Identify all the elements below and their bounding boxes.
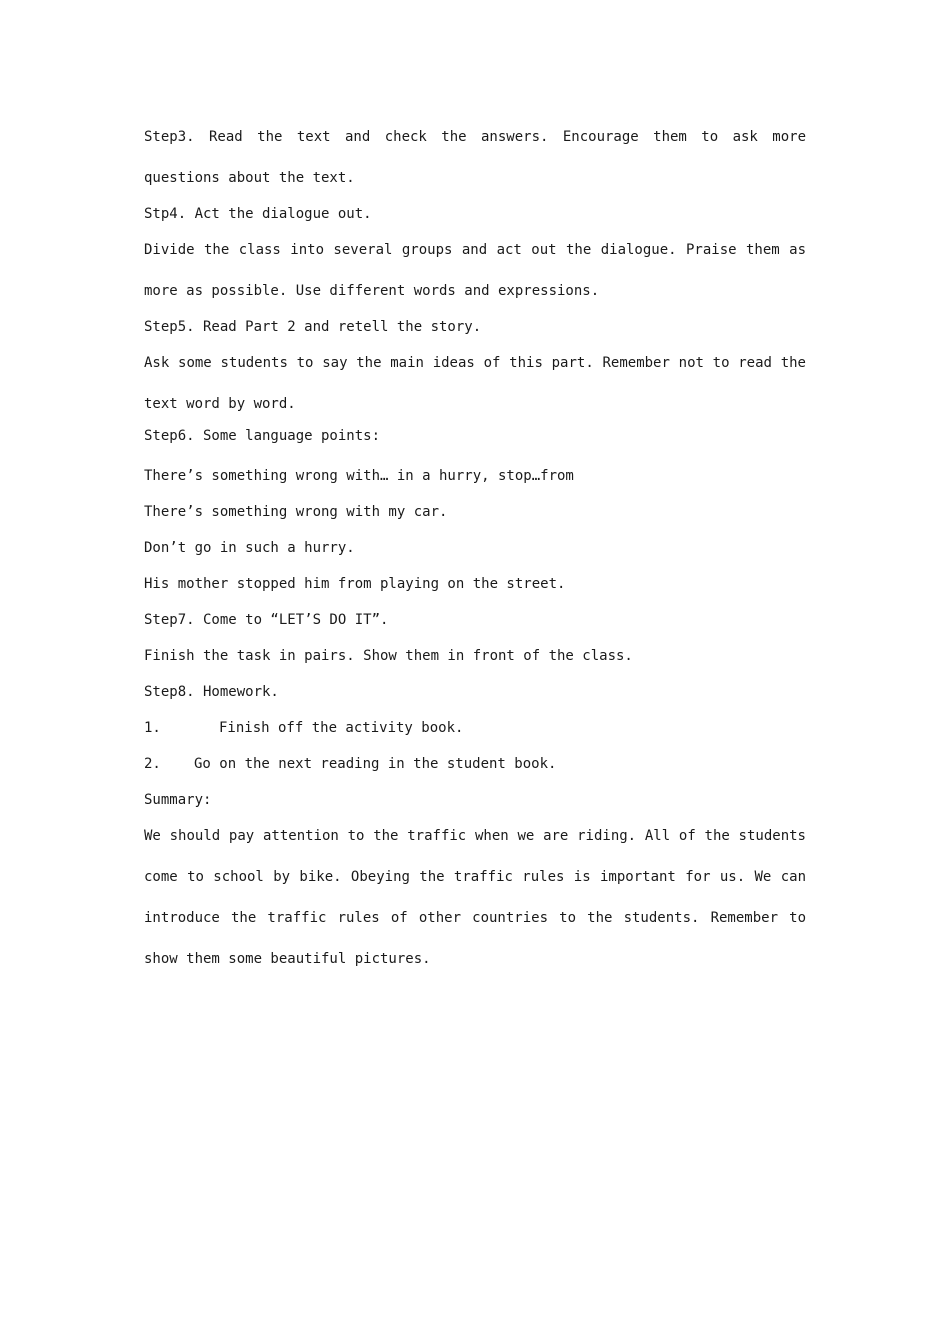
step6-heading: Step6. Some language points: xyxy=(144,428,381,444)
step5-body-line-2: text word by word. xyxy=(144,396,296,412)
language-point-example-3: His mother stopped him from playing on the street. xyxy=(144,576,566,592)
homework-item-2-text: Go on the next reading in the student book. xyxy=(194,756,557,772)
homework-item-1-text: Finish off the activity book. xyxy=(219,720,464,736)
language-point-example-1: There’s something wrong with my car. xyxy=(144,504,448,520)
step4-body-line-2: more as possible. Use different words and expressions. xyxy=(144,283,600,299)
step5-heading: Step5. Read Part 2 and retell the story. xyxy=(144,319,482,335)
summary-line-2: come to school by bike. Obeying the traffic rules is important for us. We can xyxy=(144,869,806,885)
step3-continuation: questions about the text. xyxy=(144,170,355,186)
step5-body-line-1: Ask some students to say the main ideas of this part. Remember not to read the xyxy=(144,355,806,371)
step3-line: Step3. Read the text and check the answers. Encourage them to ask more xyxy=(144,129,806,145)
step7-body: Finish the task in pairs. Show them in front of the class. xyxy=(144,648,633,664)
step4-body-line-1: Divide the class into several groups and act out the dialogue. Praise them as xyxy=(144,242,806,258)
homework-item-1-number: 1. xyxy=(144,720,161,736)
homework-item-2-number: 2. xyxy=(144,756,161,772)
summary-heading: Summary: xyxy=(144,792,212,808)
homework-item-2 xyxy=(144,755,806,773)
language-point-example-2: Don’t go in such a hurry. xyxy=(144,540,355,556)
summary-line-1: We should pay attention to the traffic when we are riding. All of the students xyxy=(144,828,806,844)
summary-line-4: show them some beautiful pictures. xyxy=(144,951,431,967)
step7-heading: Step7. Come to “LET’S DO IT”. xyxy=(144,612,389,628)
step4-heading: Stp4. Act the dialogue out. xyxy=(144,206,372,222)
language-point-phrases: There’s something wrong with… in a hurry, stop…from xyxy=(144,468,574,484)
homework-item-1 xyxy=(144,719,806,737)
step8-heading: Step8. Homework. xyxy=(144,684,279,700)
summary-line-3: introduce the traffic rules of other countries to the students. Remember to xyxy=(144,910,806,926)
